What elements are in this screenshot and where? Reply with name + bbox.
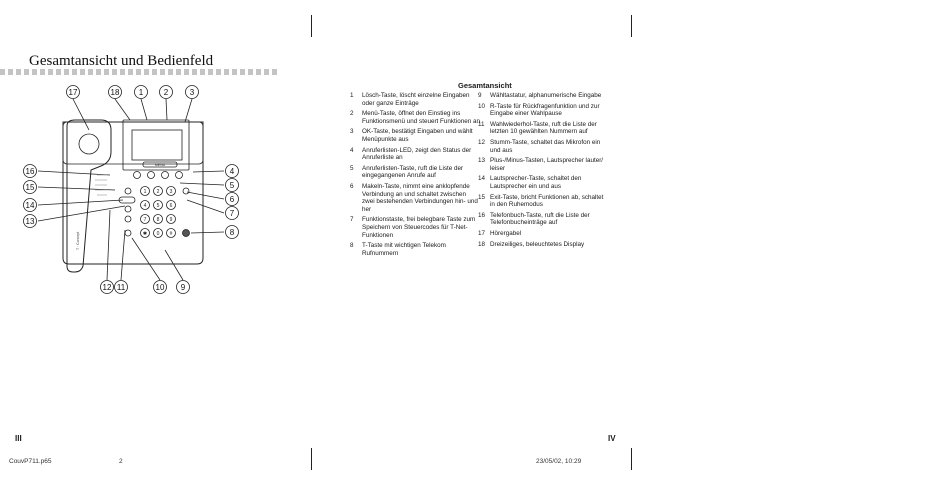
list-item bbox=[350, 165, 480, 180]
key-5: 5 bbox=[156, 203, 160, 209]
item-number: 3 bbox=[350, 128, 354, 136]
item-number: 7 bbox=[350, 216, 354, 224]
key-0: 0 bbox=[156, 231, 160, 237]
item-text: Funktionstaste, frei belegbare Taste zum Speichern von Steuercodes für T-Net-Funktionen bbox=[362, 216, 476, 239]
item-text: Telefonbuch-Taste, ruft die Liste der Telefonbucheinträge auf bbox=[490, 211, 590, 227]
item-text: OK-Taste, bestätigt Eingaben und wählt Menüpunkte aus bbox=[362, 128, 473, 143]
callout-7: 7 bbox=[229, 209, 235, 218]
menu-label: MENU bbox=[154, 163, 166, 167]
item-text: Exit-Taste, bricht Funktionen ab, schaltet in den Ruhemodus bbox=[490, 193, 604, 209]
callout-12: 12 bbox=[102, 283, 112, 292]
item-number: 17 bbox=[478, 229, 486, 237]
item-text: Hörergabel bbox=[490, 229, 522, 237]
key-8: 8 bbox=[156, 217, 160, 223]
list-item bbox=[478, 157, 608, 172]
item-text: Anruferlisten-Taste, ruft die Liste der eingegangenen Anrufe auf bbox=[362, 164, 464, 180]
callout-1: 1 bbox=[138, 88, 144, 97]
list-item bbox=[350, 242, 480, 257]
list-item bbox=[350, 216, 480, 239]
key-hash: # bbox=[169, 231, 173, 237]
item-number: 5 bbox=[350, 164, 354, 172]
item-number: 16 bbox=[478, 211, 486, 219]
item-number: 14 bbox=[478, 175, 486, 183]
list-item bbox=[478, 212, 608, 227]
callout-17: 17 bbox=[68, 88, 78, 97]
list-item bbox=[478, 230, 608, 238]
page-number-left: III bbox=[15, 434, 22, 443]
item-number: 6 bbox=[350, 182, 354, 190]
callout-4: 4 bbox=[229, 167, 235, 176]
item-number: 18 bbox=[478, 240, 486, 248]
section-heading: Gesamtansicht bbox=[458, 81, 512, 90]
footer-filename: CouvP711.p65 bbox=[9, 458, 52, 465]
legend-left bbox=[350, 92, 480, 260]
page-number-right: IV bbox=[608, 434, 616, 443]
list-item bbox=[478, 194, 608, 209]
phone-diagram bbox=[15, 80, 255, 298]
key-9: 9 bbox=[169, 217, 173, 223]
item-number: 4 bbox=[350, 146, 354, 154]
callout-13: 13 bbox=[25, 217, 35, 226]
callout-14: 14 bbox=[25, 201, 35, 210]
item-number: 13 bbox=[478, 157, 486, 165]
item-number: 9 bbox=[478, 92, 482, 99]
item-text: Wähltastatur, alphanumerische Eingabe bbox=[490, 92, 602, 99]
list-item bbox=[478, 139, 608, 154]
callout-2: 2 bbox=[163, 88, 169, 97]
item-text: Lautsprecher-Taste, schaltet den Lautsprecher ein und aus bbox=[490, 175, 582, 190]
callout-8: 8 bbox=[229, 228, 235, 237]
crop-mark bbox=[311, 448, 312, 470]
item-text: Menü-Taste, öffnet den Einstieg ins Funktionsmenü und steuert Funktionen an bbox=[362, 110, 480, 125]
list-item bbox=[478, 175, 608, 190]
dotted-rule bbox=[0, 69, 278, 75]
legend-right bbox=[478, 92, 608, 251]
handset-label: T · Concept bbox=[76, 231, 80, 250]
crop-mark bbox=[631, 448, 632, 470]
item-text: Stumm-Taste, schaltet das Mikrofon ein und aus bbox=[490, 138, 601, 154]
list-item bbox=[350, 128, 480, 143]
list-item bbox=[478, 241, 608, 249]
list-item bbox=[350, 110, 480, 125]
list-item bbox=[478, 121, 608, 136]
callout-6: 6 bbox=[229, 195, 235, 204]
callout-10: 10 bbox=[155, 283, 165, 292]
item-text: T-Taste mit wichtigen Telekom Rufnummern bbox=[362, 242, 446, 257]
callout-16: 16 bbox=[25, 167, 35, 176]
callout-15: 15 bbox=[25, 183, 35, 192]
callout-3: 3 bbox=[189, 88, 195, 97]
item-text: Makeln-Taste, nimmt eine anklopfende Verbindung an und schaltet zwischen zwei bestehenden Verbindungen hin- und her bbox=[362, 182, 478, 213]
list-item bbox=[350, 183, 480, 213]
footer-date: 23/05/02, 10:29 bbox=[536, 458, 582, 465]
key-1: 1 bbox=[143, 189, 147, 195]
item-number: 15 bbox=[478, 193, 486, 201]
key-3: 3 bbox=[169, 189, 173, 195]
list-item bbox=[478, 103, 608, 118]
item-number: 2 bbox=[350, 110, 354, 118]
item-number: 10 bbox=[478, 102, 486, 110]
item-number: 1 bbox=[350, 92, 354, 99]
callout-11: 11 bbox=[116, 283, 126, 292]
list-item bbox=[478, 92, 608, 100]
key-7: 7 bbox=[143, 217, 147, 223]
item-number: 11 bbox=[478, 120, 485, 128]
item-text: Plus-/Minus-Tasten, Lautsprecher lauter/ leiser bbox=[490, 157, 604, 172]
list-item bbox=[350, 92, 480, 107]
callout-18: 18 bbox=[110, 88, 120, 97]
page-title: Gesamtansicht und Bedienfeld bbox=[29, 53, 214, 69]
item-text: Lösch-Taste, löscht einzelne Eingaben oder ganze Einträge bbox=[362, 92, 470, 107]
item-text: R-Taste für Rückfragenfunktion und zur Eingabe einer Wahlpause bbox=[490, 102, 600, 118]
item-number: 8 bbox=[350, 242, 354, 250]
footer-page: 2 bbox=[119, 458, 123, 465]
key-star: ✱ bbox=[142, 231, 148, 237]
key-6: 6 bbox=[169, 203, 173, 209]
list-item bbox=[350, 147, 480, 162]
crop-mark bbox=[311, 15, 312, 37]
callout-5: 5 bbox=[229, 181, 235, 190]
item-number: 12 bbox=[478, 138, 486, 146]
item-text: Dreizeiliges, beleuchtetes Display bbox=[490, 240, 585, 248]
key-4: 4 bbox=[143, 203, 147, 209]
callout-9: 9 bbox=[180, 283, 186, 292]
item-text: Wahlwiederhol-Taste, ruft die Liste der letzten 10 gewählten Nummern auf bbox=[490, 120, 597, 136]
item-text: Anruferlisten-LED, zeigt den Status der Anruferliste an bbox=[362, 146, 472, 162]
key-2: 2 bbox=[156, 189, 160, 195]
crop-mark bbox=[631, 15, 632, 37]
